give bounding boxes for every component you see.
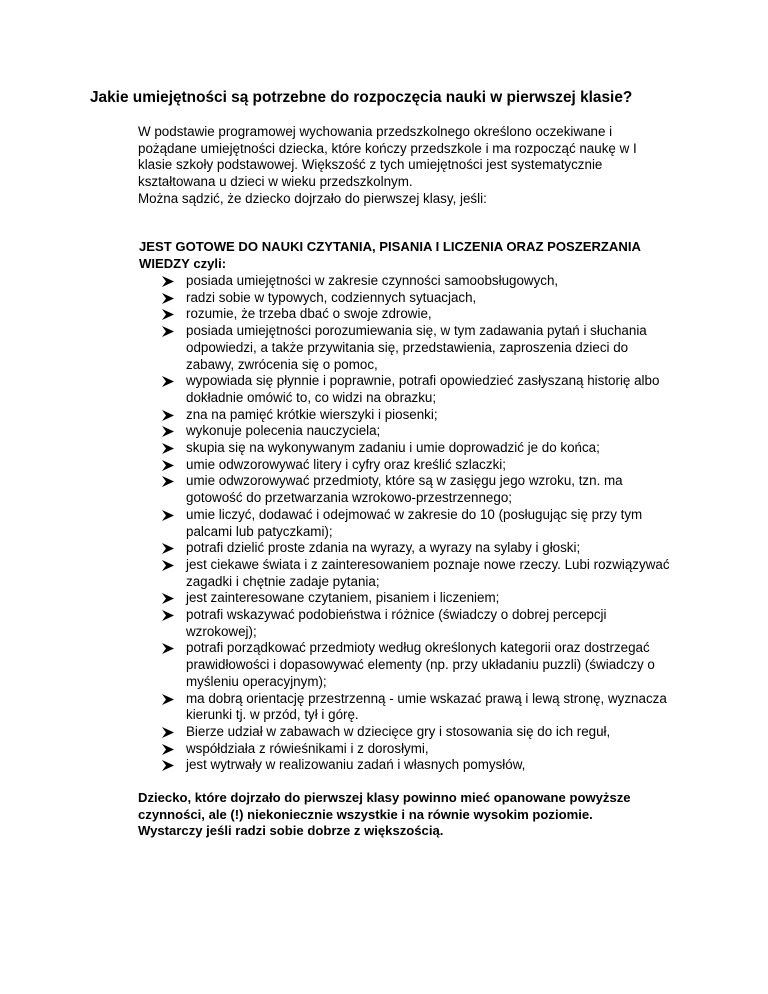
intro-block (138, 124, 658, 208)
list-item-text: ma dobrą orientację przestrzenną - umie wskazać prawą i lewą stronę, wyznacza kierunki tj. w przód, tył i górę. (186, 690, 667, 723)
skills-list (162, 273, 677, 774)
list-item-text: radzi sobie w typowych, codziennych sytuacjach, (186, 289, 477, 305)
list-item (162, 741, 677, 758)
list-item-text: potrafi porządkować przedmioty według określonych kategorii oraz dostrzegać prawidłowości i dopasowywać elementy (np. przy układaniu puzzli) (świadczy o myśleniu operacyjnym); (186, 640, 655, 689)
summary-paragraph: Dziecko, które dojrzało do pierwszej klasy powinno mieć opanowane powyższe czynności, ale (!) niekoniecznie wszystkie i na równie wysokim poziomie. Wystarczy jeśli radzi sobie dobrze z większością. (138, 790, 631, 839)
list-item (162, 440, 677, 457)
arrowhead-bullet-icon (162, 643, 174, 654)
arrowhead-bullet-icon (162, 309, 174, 320)
list-item-text: umie liczyć, dodawać i odejmować w zakresie do 10 (posługując się przy tym palcami lub patyczkami); (186, 506, 643, 539)
arrowhead-bullet-icon (162, 543, 174, 554)
list-item (162, 407, 677, 424)
list-item-text: jest ciekawe świata i z zainteresowaniem poznaje nowe rzeczy. Lubi rozwiązywać zagadki i chętnie zadaje pytania; (186, 556, 670, 589)
arrowhead-bullet-icon (162, 560, 174, 571)
list-item-text: potrafi wskazywać podobieństwa i różnice (świadczy o dobrej percepcji wzrokowej); (186, 607, 607, 639)
arrowhead-bullet-icon (162, 276, 174, 287)
intro-second-line: Można sądzić, że dziecko dojrzało do pierwszej klasy, jeśli: (138, 190, 487, 206)
list-item-text: umie odwzorowywać przedmioty, które są w zasięgu jego wzroku, tzn. ma gotowość do przetwarzania wzrokowo-przestrzennego; (186, 473, 623, 506)
list-item (162, 273, 677, 290)
list-item-text: posiada umiejętności porozumiewania się, w tym zadawania pytań i słuchania odpowiedzi, a także przywitania się, przedstawienia, zaproszenia dzieci do zabawy, zwrócenia się o pomoc, (186, 323, 647, 372)
section-heading: JEST GOTOWE DO NAUKI CZYTANIA, PISANIA I LICZENIA ORAZ POSZERZANIA WIEDZY czyli: (139, 239, 641, 271)
arrowhead-bullet-icon (162, 326, 174, 337)
list-item-text: umie odwzorowywać litery i cyfry oraz kreślić szlaczki; (186, 456, 506, 472)
list-item-text: Bierze udział w zabawach w dziecięce gry i stosowania się do ich reguł, (186, 723, 611, 739)
arrowhead-bullet-icon (162, 476, 174, 487)
list-item (162, 557, 677, 590)
list-item (162, 757, 677, 774)
arrowhead-bullet-icon (162, 410, 174, 421)
arrowhead-bullet-icon (162, 610, 174, 621)
list-item (162, 607, 677, 640)
arrowhead-bullet-icon (162, 744, 174, 755)
list-item (162, 691, 677, 724)
list-item-text: wykonuje polecenia nauczyciela; (186, 423, 381, 439)
arrowhead-bullet-icon (162, 727, 174, 738)
arrowhead-bullet-icon (162, 426, 174, 437)
list-item-text: wypowiada się płynnie i poprawnie, potrafi opowiedzieć zasłyszaną historię albo dokładnie omówić to, co widzi na obrazku; (186, 373, 660, 405)
arrowhead-bullet-icon (162, 460, 174, 471)
list-item (162, 590, 677, 607)
list-item (162, 323, 677, 373)
arrowhead-bullet-icon (162, 760, 174, 771)
arrowhead-bullet-icon (162, 376, 174, 387)
list-item-text: potrafi dzielić proste zdania na wyrazy, a wyrazy na sylaby i głoski; (186, 540, 581, 556)
list-item (162, 457, 677, 474)
list-item (162, 423, 677, 440)
list-item (162, 306, 677, 323)
list-item (162, 540, 677, 557)
list-item-text: współdziała z rówieśnikami i z dorosłymi, (186, 740, 429, 756)
list-item-text: posiada umiejętności w zakresie czynności samoobsługowych, (186, 273, 559, 288)
list-item (162, 473, 677, 506)
list-item (162, 724, 677, 741)
list-item (162, 373, 677, 406)
list-item (162, 290, 677, 307)
intro-paragraph: W podstawie programowej wychowania przedszkolnego określono oczekiwane i pożądane umiejętności dziecka, które kończy przedszkole i ma rozpocząć naukę w I klasie szkoły podstawowej. Większość z tych umiejętności jest systematycznie kształtowana u dzieci w wieku przedszkolnym. (138, 124, 637, 190)
document-title: Jakie umiejętności są potrzebne do rozpoczęcia nauki w pierwszej klasie? (90, 89, 633, 106)
arrowhead-bullet-icon (162, 593, 174, 604)
arrowhead-bullet-icon (162, 293, 174, 304)
list-item-text: zna na pamięć krótkie wierszyki i piosenki; (186, 406, 438, 422)
arrowhead-bullet-icon (162, 694, 174, 705)
list-item-text: jest zainteresowane czytaniem, pisaniem i liczeniem; (186, 590, 500, 606)
list-item (162, 640, 677, 690)
list-item (162, 507, 677, 540)
list-item-text: jest wytrwały w realizowaniu zadań i własnych pomysłów, (186, 757, 526, 773)
arrowhead-bullet-icon (162, 443, 174, 454)
list-item-text: skupia się na wykonywanym zadaniu i umie doprowadzić je do końca; (186, 440, 600, 456)
list-item-text: rozumie, że trzeba dbać o swoje zdrowie, (186, 306, 432, 322)
arrowhead-bullet-icon (162, 510, 174, 521)
